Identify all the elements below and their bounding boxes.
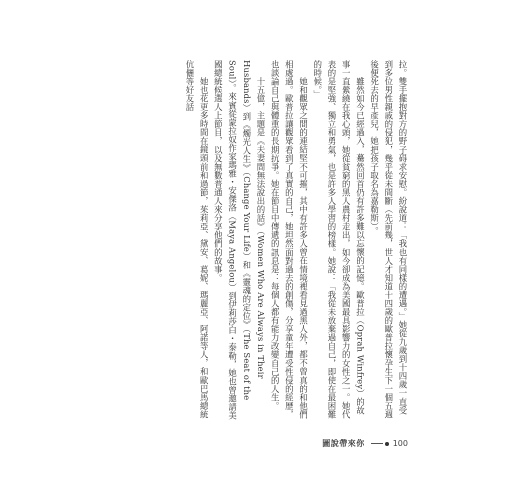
paragraph: 雖然如今已經過入，驀然回首仍有許多難以忘懷的記憶。歐普拉（Oprah Winfrey）的故事一直縈繞在我心頭，她從貧窮的黑人農村走出，如今卻成為美國最具影響力的女性之一。她代表的是堅強、獨立和勇氣，也是許多人學習的榜樣。她說：「我從未放棄過自己，即使在最困難的時候。」 (312, 60, 366, 419)
paragraph: 拉。雙手擺抱對方的野子碍求安慰。紛說道：「我也有同樣的遭遇。」她從九歲到十四歲一直受到多位男性親戚的侵犯，幾乎從未間斷（先前幾，世人才知道十四歲的歐普拉懷孕生下一個五週後便死去的早產兒，她把孩子取名為嘉勒斯）。 (369, 60, 408, 419)
footer-dash (371, 443, 383, 444)
page-footer (322, 438, 408, 449)
paragraph: 十五億，主題是《夫妻間無法說出的話》（Women Who Are Always in Their Husbands）到《燭光人生》（Change Your Life）和《靈魂的定位》（The Seat of the Soul）。來賓從蒙拉奴作家瑪雅・安傑洛（Maya Angelou）到伊莉莎白・泰勒，她也曾邀請美國總統候選人上節目，以及無數普通人來分享他們的故事。 (213, 60, 266, 420)
vertical-text-body (120, 60, 410, 420)
running-title: 圖說帶來你 (322, 439, 365, 448)
paragraph: 她和觀眾之間的連結堅不可摧，其中有許多人曾在情境裡看見過黑人外，都不曾真的和他們相處過。歐普拉讓觀眾看到了真實的自己，她坦然面對過去的創傷，分享童年遭受性侵的經歷，也談論自己與體重的長期抗爭。她在節目中傳遞的訊息是：每個人都有能力改變自己的人生。 (270, 60, 309, 419)
footer-dot (385, 442, 389, 446)
page-number: 100 (392, 439, 408, 448)
paragraph: 她也花更多時間在鏡頭前和過節，茱莉亞、黛安、葛妮、瑪麗亞、阿諾等人，和歐巴馬總統伉儷等好友話 (184, 60, 210, 419)
